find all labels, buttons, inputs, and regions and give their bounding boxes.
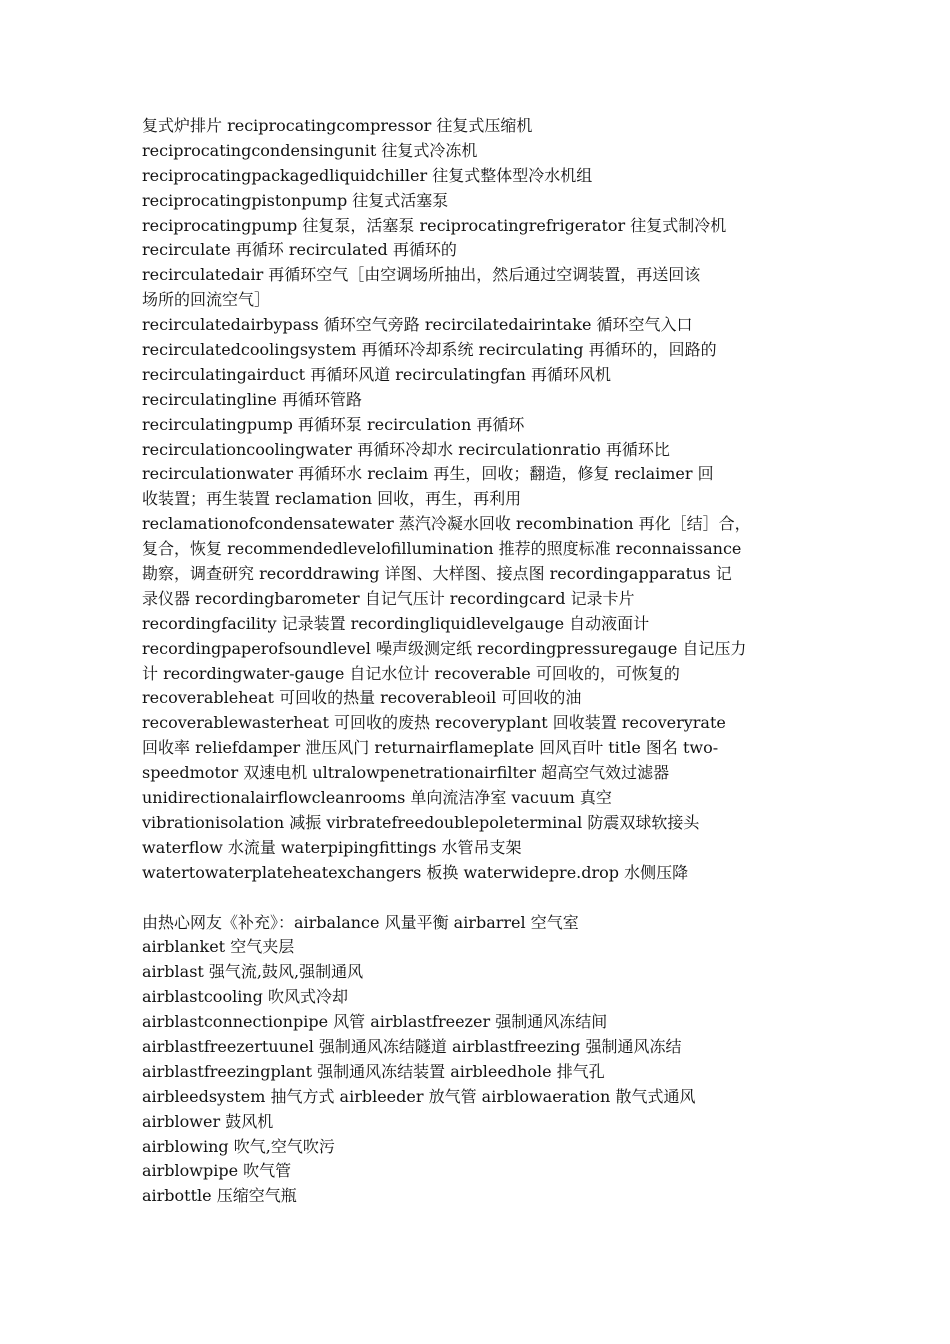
text-line: 回收率 reliefdamper 泄压风门 returnairflameplate 回风百叶 title 图名 two-: [142, 738, 719, 758]
text-line: airbleedsystem 抽气方式 airbleeder 放气管 airblowaeration 散气式通风: [142, 1086, 696, 1106]
text-line: airbottle 压缩空气瓶: [142, 1186, 297, 1206]
text-line: airblastcooling 吹风式冷却: [142, 987, 348, 1007]
text-line: airblanket 空气夹层: [142, 937, 295, 957]
glossary-section-1: [142, 114, 810, 886]
text-line: 场所的回流空气］: [142, 290, 271, 310]
text-line: reciprocatingpackagedliquidchiller 往复式整体型冷水机组: [142, 165, 593, 185]
text-line: recirculatingline 再循环管路: [142, 389, 362, 409]
text-line: recirculate 再循环 recirculated 再循环的: [142, 240, 457, 260]
text-line: watertowaterplateheatexchangers 板换 waterwidepre.drop 水侧压降: [142, 862, 689, 882]
document-page: [142, 114, 810, 1209]
text-line: recoverablewasterheat 可回收的废热 recoveryplant 回收装置 recoveryrate: [142, 713, 726, 733]
text-line: 录仪器 recordingbarometer 自记气压计 recordingcard 记录卡片: [142, 588, 635, 608]
text-line: airblastfreezertuunel 强制通风冻结隧道 airblastfreezing 强制通风冻结: [142, 1036, 682, 1056]
text-line: recirculatingairduct 再循环风道 recirculatingfan 再循环风机: [142, 364, 611, 384]
text-line: recordingfacility 记录装置 recordingliquidlevelgauge 自动液面计: [142, 613, 650, 633]
text-line: reclamationofcondensatewater 蒸汽冷凝水回收 recombination 再化［结］合，: [142, 514, 751, 534]
text-line: recordingpaperofsoundlevel 噪声级测定纸 recordingpressuregauge 自记压力: [142, 638, 747, 658]
text-line: recirculatedairbypass 循环空气旁路 recircilatedairintake 循环空气入口: [142, 315, 693, 335]
text-line: airblastconnectionpipe 风管 airblastfreezer 强制通风冻结间: [142, 1012, 608, 1032]
text-line: recirculationcoolingwater 再循环冷却水 recirculationratio 再循环比: [142, 439, 670, 459]
text-line: unidirectionalairflowcleanrooms 单向流洁净室 vacuum 真空: [142, 788, 612, 808]
text-line: 复式炉排片 reciprocatingcompressor 往复式压缩机: [142, 116, 533, 135]
text-line: speedmotor 双速电机 ultralowpenetrationairfilter 超高空气效过滤器: [142, 763, 670, 783]
text-line: airblower 鼓风机: [142, 1111, 274, 1131]
text-line: vibrationisolation 减振 virbratefreedoublepoleterminal 防震双球软接头: [142, 812, 700, 832]
text-line: reciprocatingcondensingunit 往复式冷冻机: [142, 140, 478, 160]
text-line: recirculatedair 再循环空气［由空调场所抽出，然后通过空调装置，再送回该: [142, 265, 701, 285]
glossary-section-2: [142, 911, 810, 1210]
text-line: airblastfreezingplant 强制通风冻结装置 airbleedhole 排气孔: [142, 1061, 605, 1081]
text-line: recirculationwater 再循环水 reclaim 再生，回收；翻造，修复 reclaimer 回: [142, 464, 714, 484]
text-line: airblast 强气流,鼓风,强制通风: [142, 962, 364, 982]
text-line: 由热心网友《补充》：airbalance 风量平衡 airbarrel 空气室: [142, 912, 579, 932]
text-line: airblowpipe 吹气管: [142, 1161, 292, 1181]
text-line: waterflow 水流量 waterpipingfittings 水管吊支架: [142, 837, 522, 857]
text-line: recoverableheat 可回收的热量 recoverableoil 可回收的油: [142, 688, 582, 708]
text-line: 复合，恢复 recommendedlevelofillumination 推荐的照度标准 reconnaissance: [142, 539, 742, 559]
text-line: 收装置；再生装置 reclamation 回收，再生，再利用: [142, 489, 522, 509]
text-line: recirculatedcoolingsystem 再循环冷却系统 recirculating 再循环的，回路的: [142, 340, 717, 360]
text-line: 计 recordingwater-gauge 自记水位计 recoverable 可回收的，可恢复的: [142, 663, 680, 683]
text-line: reciprocatingpistonpump 往复式活塞泵: [142, 190, 449, 210]
text-line: reciprocatingpump 往复泵，活塞泵 reciprocatingrefrigerator 往复式制冷机: [142, 215, 727, 235]
paragraph-gap: [142, 886, 810, 911]
text-line: airblowing 吹气,空气吹污: [142, 1136, 335, 1156]
text-line: recirculatingpump 再循环泵 recirculation 再循环: [142, 414, 525, 434]
text-line: 勘察，调查研究 recorddrawing 详图、大样图、接点图 recordingapparatus 记: [142, 564, 732, 584]
